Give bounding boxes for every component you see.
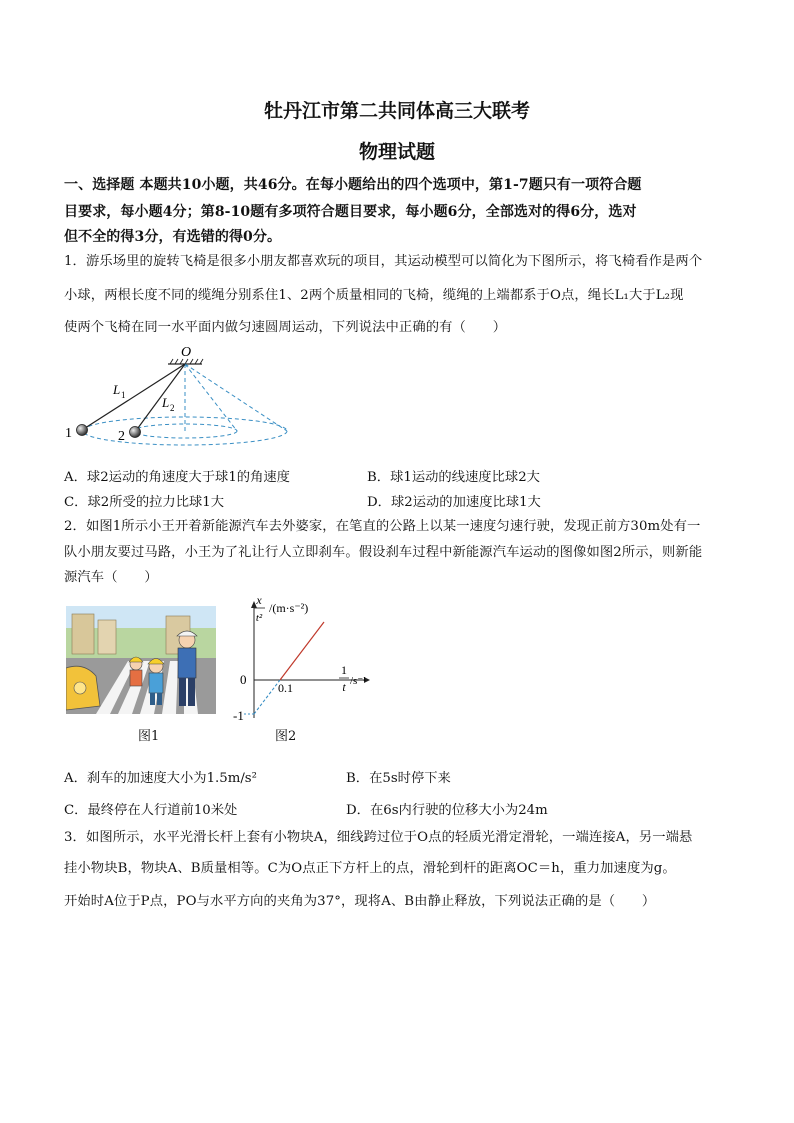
q1-stem-line: 使两个飞椅在同一水平面内做匀速圆周运动，下列说法中正确的有（ ） — [64, 320, 507, 335]
rope-L2-subscript: 2 — [170, 403, 175, 413]
y-axis-unit: /(m·s⁻²) — [269, 601, 309, 615]
q2-stem-line: 2．如图1所示小王开着新能源汽车去外婆家，在笔直的公路上以某一速度匀速行驶，发现正前方30m处有一 — [64, 519, 701, 534]
ball-1-label: 1 — [65, 426, 72, 441]
exam-title: 牡丹江市第二共同体高三大联考 — [263, 100, 530, 122]
x-axis-unit: /s⁻¹ — [350, 675, 367, 687]
q1-stem-line: 小球，两根长度不同的缆绳分别系住1、2两个质量相同的飞椅，缆绳的上端都系于O点，绳长L₁大于L₂现 — [64, 288, 684, 303]
rope-L2-label: L — [162, 395, 170, 410]
q1-option-A: A．球2运动的角速度大于球1的角速度 — [64, 470, 290, 485]
y-label-numerator: x — [256, 593, 262, 607]
q2-figure-1-caption: 图1 — [138, 729, 160, 744]
ball-2 — [130, 427, 141, 438]
q2-figure-2-graph — [228, 592, 378, 732]
q2-figure-2-caption: 图2 — [275, 729, 297, 744]
q2-option-B: B．在5s时停下来 — [346, 771, 451, 786]
q2-option-A: A．刹车的加速度大小为1.5m/s² — [64, 771, 257, 786]
exam-subtitle: 物理试题 — [358, 141, 435, 163]
section-instruction-line: 一、选择题 本题共10小题，共46分。在每小题给出的四个选项中，第1-7题只有一项符合题 — [64, 177, 642, 193]
q3-stem-line: 挂小物块B，物块A、B质量相等。C为O点正下方杆上的点，滑轮到杆的距离OC＝h，重力加速度为g。 — [64, 861, 676, 876]
y-label-denominator: t² — [255, 612, 263, 624]
graph-extrapolated-line — [254, 680, 280, 714]
q1-stem-line: 1．游乐场里的旋转飞椅是很多小朋友都喜欢玩的项目，其运动模型可以简化为下图所示，将飞椅看作是两个 — [64, 254, 703, 269]
graph-x-tick-label: 0.1 — [278, 681, 293, 695]
graph-data-line — [280, 622, 324, 680]
x-label-numerator: 1 — [341, 663, 347, 677]
rope-L1-subscript: 1 — [121, 390, 126, 400]
ball-1 — [77, 425, 88, 436]
q1-option-D: D．球2运动的加速度比球1大 — [367, 495, 541, 510]
graph-origin-label: 0 — [240, 672, 247, 687]
q2-stem-line: 队小朋友要过马路，小王为了礼让行人立即刹车。假设刹车过程中新能源汽车运动的图像如图2所示，则新能 — [64, 545, 703, 560]
q2-option-D: D．在6s内行驶的位移大小为24m — [346, 803, 548, 818]
q3-stem-line: 开始时A位于P点，PO与水平方向的夹角为37°，现将A、B由静止释放，下列说法正确的是（ ） — [64, 894, 656, 909]
rope-L1-label: L — [113, 382, 121, 397]
section-instruction-line: 目要求，每小题4分；第8-10题有多项符合题目要求，每小题6分，全部选对的得6分，选对 — [64, 204, 637, 220]
q1-figure-flying-chairs — [60, 342, 300, 452]
q2-option-C: C．最终停在人行道前10米处 — [64, 803, 238, 818]
graph-y-tick-label: -1 — [233, 708, 244, 723]
q2-figure-1-crosswalk-illustration — [66, 606, 216, 714]
q2-stem-line: 源汽车（ ） — [64, 570, 158, 585]
section-instruction-line: 但不全的得3分，有选错的得0分。 — [64, 229, 282, 245]
ball-2-label: 2 — [118, 429, 125, 444]
q1-option-B: B．球1运动的线速度比球2大 — [367, 470, 540, 485]
x-label-denominator: t — [342, 680, 346, 694]
q1-point-O-label: O — [181, 345, 192, 360]
q3-stem-line: 3．如图所示，水平光滑长杆上套有小物块A，细线跨过位于O点的轻质光滑定滑轮，一端连接A，另一端悬 — [64, 830, 693, 845]
q1-option-C: C．球2所受的拉力比球1大 — [64, 495, 225, 510]
